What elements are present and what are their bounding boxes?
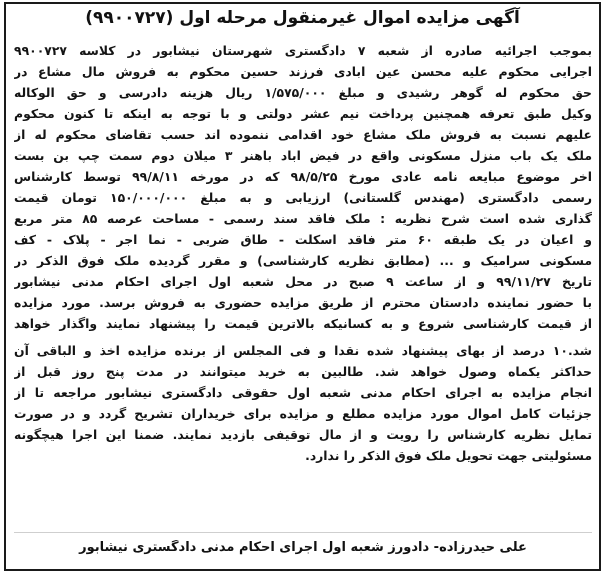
body-line: بموجب اجرائیه صادره از شعبه ۷ دادگستری شهرستان نیشابور در کلاسه ۹۹۰۰۷۲۷ [14,43,592,58]
body-line: رسمی دادگستری (مهندس گلستانی) ارزیابی و به مبلغ ۱۵۰/۰۰۰/۰۰۰ تومان قیمت [14,190,592,205]
body-line: تاریخ ۹۹/۱۱/۲۷ و از ساعت ۹ صبح در محل شعبه اول اجرای احکام مدنی نیشابور [14,274,592,289]
body-line: انجام مزایده به اجرای احکام مدنی شعبه اول حقوقی دادگستری نیشابور مراجعه تا از [14,385,592,400]
notice-body [14,40,592,466]
notice-title: آگهی مزایده اموال غیرمنقول مرحله اول (۹۹۰۰۷۲۷) [85,8,520,28]
body-line: اخر موضوع مبایعه نامه عادی مورخ ۹۸/۵/۲۵ که در مورخه ۹۹/۸/۱۱ توسط کارشناس [14,169,592,184]
body-line: از قیمت کارشناسی شروع و به کسانیکه بالاترین قیمت را پیشنهاد نمایند واگذار خواهد [14,316,592,331]
body-line: حداکثر یکماه وصول خواهد شد. طالبین به خرید میتوانند در مدت پنج روز قبل از [14,364,592,379]
body-line: علیهم نسبت به فروش ملک مشاع خود اقدامی ننموده اند حسب تقاضای محکوم له از [14,127,592,142]
body-line: مسکونی سرامیک و ... (مطابق نظریه کارشناسی) و مقرر گردیده ملک فوق الذکر در [14,253,592,268]
body-line: شد.۱۰ درصد از بهای پیشنهاد شده نقدا و فی المجلس از برنده مزایده اخذ و الباقی آن [14,343,592,358]
body-line: و اعیان در یک طبقه ۶۰ متر فاقد اسکلت - طاق ضربی - نما اجر - پلاک - کف [14,232,592,247]
body-line: ملک یک باب منزل مسکونی واقع در فیض اباد باهنر ۳ میلان دوم سمت چپ بن بست [14,148,592,163]
body-line: وکیل طبق تعرفه همچنین پرداخت نیم عشر دولتی و با توجه به اینکه تا کنون محکوم [14,106,592,121]
body-line: گذاری شده است شرح نظریه : ملک فاقد سند رسمی - مساحت عرصه ۸۵ متر مربع [14,211,592,226]
body-line: تمایل نظریه کارشناس را رویت و از مال توقیفی بازدید نمایند. ضمنا این اجرا هیچگونه [14,427,592,442]
body-line: با حضور نماینده دادستان محترم از طریق مزایده حضوری به فروش برسد. مورد مزایده [14,295,592,310]
body-line: مسئولیتی جهت تحویل ملک فوق الذکر را ندارد. [305,448,592,463]
body-line: اجرایی محکوم علیه محسن عین ابادی فرزند حسین محکوم به فروش مال مشاع در [14,64,592,79]
signature-divider [14,532,592,533]
body-line: جزئیات کامل اموال مورد مزایده مطلع و مزایده برای خریداران تشریح گردد و در صورت [14,406,592,421]
notice-signature: علی حیدرزاده- دادورز شعبه اول اجرای احکام مدنی دادگستری نیشابور [79,540,527,555]
body-line: حق محکوم له گوهر رشیدی و مبلغ ۱/۵۷۵/۰۰۰ ریال هزینه دادرسی و حق الوکاله [14,85,592,100]
